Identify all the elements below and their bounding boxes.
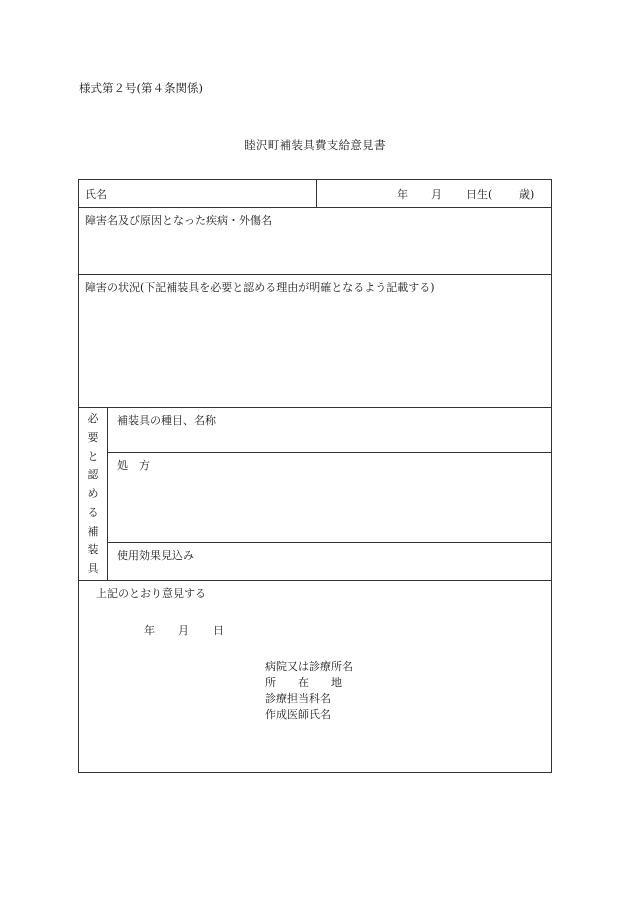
opinion-day-label: 日: [213, 624, 224, 637]
row-divider: [79, 580, 551, 581]
hospital-name-label: 病院又は診療所名: [265, 660, 353, 673]
disability-name-label: 障害名及び原因となった疾病・外傷名: [85, 214, 272, 227]
vertical-char: る: [87, 505, 99, 519]
required-device-vertical-label: [79, 408, 107, 579]
doctor-name-label: 作成医師氏名: [265, 708, 331, 721]
name-label: 氏名: [85, 188, 107, 201]
prescription-label: 処 方: [117, 459, 150, 472]
row-divider: [107, 452, 551, 453]
vertical-char: 装: [87, 543, 99, 557]
vertical-char: と: [87, 449, 99, 463]
row-divider: [107, 542, 551, 543]
opinion-month-label: 月: [178, 624, 189, 637]
opinion-statement: 上記のとおり意見する: [96, 587, 206, 600]
opinion-form-table: [78, 179, 552, 773]
form-number: 様式第２号(第４条関係): [79, 81, 203, 95]
column-divider: [316, 180, 317, 207]
opinion-year-label: 年: [144, 624, 155, 637]
column-divider: [107, 407, 108, 580]
birth-day-label: 日生(: [466, 188, 493, 201]
vertical-char: 要: [87, 430, 99, 444]
expected-effect-label: 使用効果見込み: [117, 549, 194, 562]
birth-year-label: 年: [397, 188, 408, 201]
document-title: 睦沢町補装具費支給意見書: [244, 138, 386, 152]
vertical-char: 具: [87, 562, 99, 575]
vertical-char: め: [87, 487, 99, 500]
department-label: 診療担当科名: [265, 692, 331, 705]
disability-status-label: 障害の状況(下記補装具を必要と認める理由が明確となるよう記載する): [85, 281, 435, 294]
address-label: 所 在 地: [265, 676, 342, 689]
age-label: 歳): [519, 188, 535, 201]
birth-month-label: 月: [431, 188, 442, 201]
vertical-char: 認: [87, 468, 99, 482]
vertical-char: 必: [87, 412, 99, 425]
vertical-char: 補: [87, 524, 99, 538]
device-type-name-label: 補装具の種目、名称: [117, 414, 216, 427]
row-divider: [79, 207, 551, 208]
row-divider: [79, 407, 551, 408]
row-divider: [79, 274, 551, 275]
